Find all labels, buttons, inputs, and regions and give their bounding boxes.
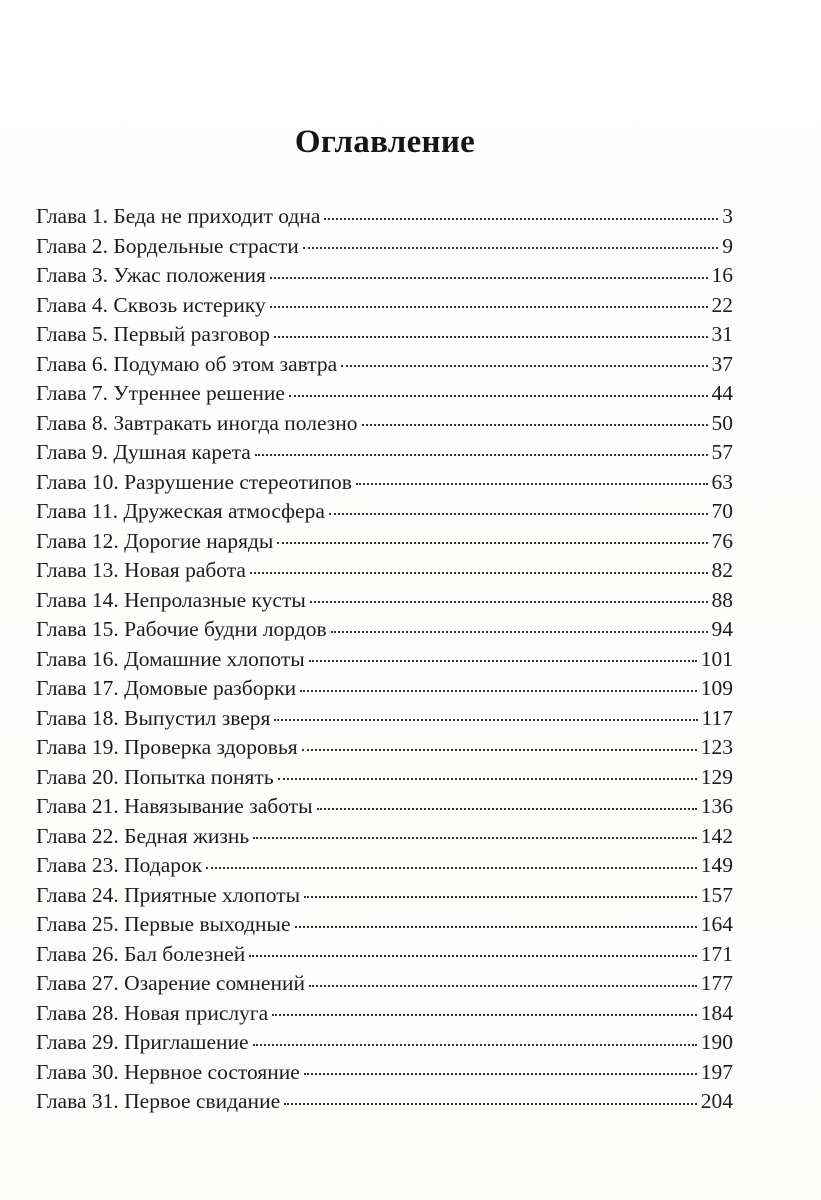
- toc-entry-page-number: 63: [711, 469, 733, 494]
- toc-entry-label: Глава 10. Разрушение стереотипов: [36, 469, 352, 494]
- toc-entry-page-number: 101: [700, 646, 733, 671]
- toc-entry: [36, 645, 733, 675]
- toc-dot-leader: [272, 1014, 697, 1016]
- toc-entry: [36, 969, 733, 999]
- toc-entry: [36, 320, 733, 350]
- toc-dot-leader: [304, 1073, 697, 1075]
- toc-entry-label: Глава 15. Рабочие будни лордов: [36, 617, 327, 641]
- toc-dot-leader: [362, 424, 708, 426]
- toc-entry: [36, 674, 733, 704]
- toc-dot-leader: [331, 631, 708, 633]
- toc-dot-leader: [274, 719, 697, 721]
- toc-entry-page-number: 3: [722, 204, 733, 228]
- toc-entry-label: Глава 27. Озарение сомнений: [36, 971, 305, 995]
- toc-dot-leader: [303, 247, 718, 249]
- toc-entry-label: Глава 21. Навязывание заботы: [36, 794, 313, 818]
- toc-entry-label: Глава 25. Первые выходные: [36, 912, 291, 936]
- toc-dot-leader: [253, 837, 697, 839]
- toc-entry-page-number: 9: [722, 233, 733, 258]
- toc-entry-page-number: 44: [711, 381, 733, 405]
- toc-entry-page-number: 190: [700, 1030, 733, 1054]
- toc-entry-page-number: 204: [700, 1089, 733, 1113]
- toc-entry: [36, 527, 733, 557]
- toc-entry-page-number: 129: [700, 764, 733, 789]
- toc-dot-leader: [356, 483, 708, 485]
- toc-entry: [36, 1058, 733, 1088]
- toc-entry: [36, 792, 733, 822]
- toc-entry: [36, 438, 733, 468]
- toc-entry: [36, 350, 733, 380]
- toc-entry-label: Глава 16. Домашние хлопоты: [36, 646, 305, 671]
- toc-entry-label: Глава 6. Подумаю об этом завтра: [36, 351, 338, 376]
- toc-entry: [36, 910, 733, 940]
- toc-entry-label: Глава 13. Новая работа: [36, 558, 246, 582]
- toc-entry-page-number: 136: [700, 794, 733, 818]
- toc-entry-page-number: 123: [700, 735, 733, 759]
- toc-dot-leader: [317, 808, 697, 810]
- toc-entry: [36, 232, 733, 262]
- toc-entry-label: Глава 7. Утреннее решение: [36, 381, 285, 405]
- toc-dot-leader: [309, 660, 697, 662]
- toc-dot-leader: [270, 306, 708, 308]
- toc-entry-page-number: 57: [711, 440, 733, 464]
- toc-entry-label: Глава 3. Ужас положения: [36, 263, 266, 287]
- toc-entry-label: Глава 26. Бал болезней: [36, 941, 246, 966]
- toc-entry: [36, 999, 733, 1029]
- toc-dot-leader: [249, 955, 696, 957]
- toc-entry-page-number: 31: [711, 322, 733, 346]
- toc-entry-label: Глава 22. Бедная жизнь: [36, 823, 250, 848]
- toc-entry-page-number: 109: [700, 676, 733, 700]
- table-of-contents: [36, 202, 733, 1117]
- toc-dot-leader: [310, 601, 708, 603]
- toc-entry: [36, 291, 733, 321]
- toc-entry: [36, 881, 733, 911]
- toc-dot-leader: [329, 513, 708, 515]
- toc-entry-page-number: 184: [700, 1000, 733, 1025]
- toc-entry-label: Глава 4. Сквозь истерику: [36, 292, 266, 317]
- toc-dot-leader: [295, 926, 697, 928]
- toc-entry-label: Глава 20. Попытка понять: [36, 764, 274, 789]
- toc-entry: [36, 379, 733, 409]
- toc-entry: [36, 704, 733, 734]
- toc-entry-label: Глава 28. Новая прислуга: [36, 1000, 269, 1025]
- toc-entry: [36, 1028, 733, 1058]
- toc-entry-page-number: 117: [701, 705, 733, 730]
- toc-entry-page-number: 16: [711, 263, 733, 287]
- toc-entry-label: Глава 12. Дорогие наряды: [36, 528, 274, 553]
- toc-entry: [36, 556, 733, 586]
- toc-entry-page-number: 149: [700, 853, 733, 877]
- toc-entry: [36, 497, 733, 527]
- toc-entry-page-number: 164: [700, 912, 733, 936]
- toc-dot-leader: [300, 690, 697, 692]
- toc-entry-label: Глава 31. Первое свидание: [36, 1089, 281, 1113]
- toc-entry-label: Глава 29. Приглашение: [36, 1030, 249, 1054]
- toc-dot-leader: [206, 867, 697, 869]
- toc-entry-label: Глава 8. Завтракать иногда полезно: [36, 410, 358, 435]
- toc-dot-leader: [324, 218, 718, 220]
- toc-entry-page-number: 171: [700, 941, 733, 966]
- toc-entry: [36, 261, 733, 291]
- toc-entry: [36, 615, 733, 645]
- toc-entry-label: Глава 18. Выпустил зверя: [36, 705, 271, 730]
- toc-dot-leader: [270, 277, 708, 279]
- toc-entry-label: Глава 9. Душная карета: [36, 440, 251, 464]
- toc-dot-leader: [289, 395, 708, 397]
- toc-entry-page-number: 37: [711, 351, 733, 376]
- toc-entry: [36, 1087, 733, 1117]
- toc-entry: [36, 851, 733, 881]
- toc-entry-label: Глава 19. Проверка здоровья: [36, 735, 298, 759]
- toc-entry-page-number: 142: [700, 823, 733, 848]
- toc-dot-leader: [277, 542, 707, 544]
- toc-entry-label: Глава 11. Дружеская атмосфера: [36, 499, 325, 523]
- toc-entry-label: Глава 23. Подарок: [36, 853, 203, 877]
- toc-dot-leader: [253, 1044, 697, 1046]
- toc-entry-label: Глава 17. Домовые разборки: [36, 676, 297, 700]
- toc-entry-page-number: 88: [711, 587, 733, 612]
- toc-entry: [36, 733, 733, 763]
- toc-entry-page-number: 22: [711, 292, 733, 317]
- toc-entry-label: Глава 14. Непролазные кусты: [36, 587, 306, 612]
- toc-entry-page-number: 50: [711, 410, 733, 435]
- toc-entry: [36, 763, 733, 793]
- toc-dot-leader: [250, 572, 708, 574]
- toc-entry-page-number: 177: [700, 971, 733, 995]
- toc-dot-leader: [309, 985, 697, 987]
- toc-entry: [36, 822, 733, 852]
- toc-entry-label: Глава 1. Беда не приходит одна: [36, 204, 321, 228]
- toc-entry: [36, 468, 733, 498]
- toc-entry-label: Глава 5. Первый разговор: [36, 322, 270, 346]
- toc-dot-leader: [255, 454, 708, 456]
- toc-entry-page-number: 197: [700, 1059, 733, 1084]
- toc-entry: [36, 586, 733, 616]
- toc-entry-page-number: 157: [700, 882, 733, 907]
- toc-entry-label: Глава 24. Приятные хлопоты: [36, 882, 301, 907]
- toc-dot-leader: [284, 1103, 697, 1105]
- toc-dot-leader: [341, 365, 707, 367]
- toc-entry-label: Глава 30. Нервное состояние: [36, 1059, 300, 1084]
- toc-dot-leader: [304, 896, 697, 898]
- toc-entry: [36, 409, 733, 439]
- toc-entry-page-number: 94: [711, 617, 733, 641]
- toc-dot-leader: [302, 749, 697, 751]
- toc-entry-page-number: 70: [711, 499, 733, 523]
- toc-entry: [36, 202, 733, 232]
- toc-dot-leader: [278, 778, 697, 780]
- toc-entry-page-number: 76: [711, 528, 733, 553]
- toc-entry: [36, 940, 733, 970]
- toc-entry-label: Глава 2. Бордельные страсти: [36, 233, 299, 258]
- page-title: Оглавление: [294, 124, 476, 160]
- toc-dot-leader: [274, 336, 708, 338]
- toc-entry-page-number: 82: [711, 558, 733, 582]
